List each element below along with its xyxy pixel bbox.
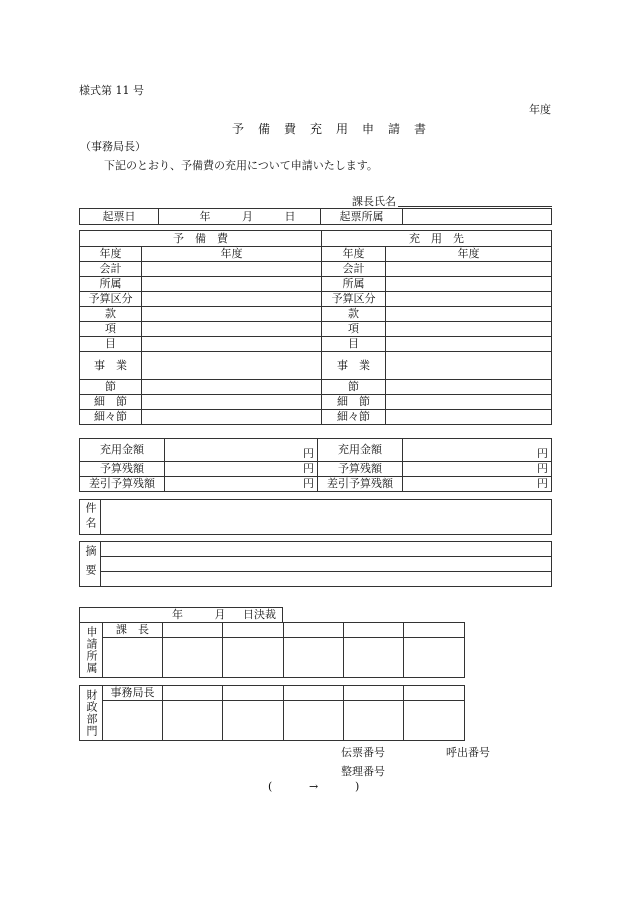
- draft-date-field[interactable]: [159, 209, 321, 225]
- stamp-box[interactable]: [103, 701, 163, 741]
- cell[interactable]: [142, 380, 322, 395]
- cell[interactable]: [386, 410, 552, 425]
- amount-field[interactable]: 円: [403, 477, 552, 492]
- stamp-header: [284, 686, 344, 701]
- intro-text: 下記のとおり、予備費の充用について申請いたします。: [104, 159, 378, 172]
- row-label: 款: [322, 307, 386, 322]
- cell[interactable]: [142, 277, 322, 292]
- row-label: 所属: [322, 277, 386, 292]
- reserve-fund-header: 予 備 費: [80, 231, 322, 247]
- stamp-box[interactable]: [284, 638, 344, 678]
- cell[interactable]: [142, 352, 322, 380]
- cell[interactable]: [386, 262, 552, 277]
- row-label: 細 節: [322, 395, 386, 410]
- stamp-header: [344, 686, 404, 701]
- cell[interactable]: [142, 262, 322, 277]
- finance-stamp-table: [79, 685, 465, 741]
- stamp-box[interactable]: [223, 701, 284, 741]
- stamp-box[interactable]: [163, 701, 223, 741]
- row-label: 細 節: [80, 395, 142, 410]
- draft-dept-field[interactable]: [403, 209, 552, 225]
- amount-field[interactable]: 円: [165, 439, 318, 462]
- draft-dept-label: 起票所属: [321, 209, 403, 225]
- amount-field[interactable]: 円: [403, 439, 552, 462]
- stamp-header: [344, 623, 404, 638]
- stamp-header: [163, 623, 223, 638]
- voucher-number-label: 伝票番号: [341, 746, 385, 759]
- form-number: 様式第 11 号: [79, 84, 144, 97]
- cell[interactable]: [386, 277, 552, 292]
- row-label: 目: [80, 337, 142, 352]
- row-label: 事 業: [80, 352, 142, 380]
- finance-label: 財政部門: [80, 686, 103, 741]
- row-label: 目: [322, 337, 386, 352]
- year-col-header: 年度: [386, 247, 552, 262]
- stamp-header: [223, 686, 284, 701]
- row-label: 会計: [322, 262, 386, 277]
- cell[interactable]: [386, 322, 552, 337]
- decision-suffix: 日決裁: [243, 608, 276, 621]
- amount-field[interactable]: 円: [403, 462, 552, 477]
- row-label: 予算区分: [322, 292, 386, 307]
- drafting-table: [79, 208, 552, 225]
- call-number-label: 呼出番号: [446, 746, 490, 759]
- stamp-header: [404, 686, 465, 701]
- row-label: 所属: [80, 277, 142, 292]
- row-label: 項: [80, 322, 142, 337]
- stamp-box[interactable]: [404, 638, 465, 678]
- stamp-header: [284, 623, 344, 638]
- cell[interactable]: [386, 307, 552, 322]
- fiscal-year-label: 年度: [529, 103, 551, 116]
- stamp-box[interactable]: [103, 638, 163, 678]
- decision-date-field[interactable]: [80, 608, 283, 623]
- subject-table: [79, 499, 552, 535]
- summary-line[interactable]: [101, 572, 552, 587]
- section-chief-name-field[interactable]: [398, 206, 552, 207]
- cell[interactable]: [386, 380, 552, 395]
- summary-line[interactable]: [101, 557, 552, 572]
- cell[interactable]: [386, 395, 552, 410]
- amount-field[interactable]: 円: [165, 462, 318, 477]
- row-label: 項: [322, 322, 386, 337]
- cell[interactable]: [142, 322, 322, 337]
- subject-label: 件名: [80, 500, 101, 535]
- row-label: 年度: [80, 247, 142, 262]
- cell[interactable]: [386, 292, 552, 307]
- amounts-table: [79, 438, 552, 492]
- draft-day: 日: [284, 209, 296, 223]
- page-title: 予 備 費 充 用 申 請 書: [232, 122, 428, 136]
- cell[interactable]: [386, 352, 552, 380]
- section-chief-name-label: 課長氏名: [352, 195, 396, 208]
- cell[interactable]: [142, 307, 322, 322]
- amount-label: 差引予算残額: [318, 477, 403, 492]
- allocation-header: 充 用 先: [322, 231, 552, 247]
- row-label: 会計: [80, 262, 142, 277]
- row-label: 細々節: [322, 410, 386, 425]
- stamp-box[interactable]: [404, 701, 465, 741]
- applicant-label: 申請所属: [80, 623, 103, 678]
- decision-date-table: [79, 607, 283, 623]
- stamp-box[interactable]: [163, 638, 223, 678]
- paren-open: (: [268, 780, 273, 793]
- stamp-header: [404, 623, 465, 638]
- stamp-header: [223, 623, 284, 638]
- row-label: 節: [80, 380, 142, 395]
- row-label: 事 業: [322, 352, 386, 380]
- amount-label: 予算残額: [80, 462, 165, 477]
- reference-number-label: 整理番号: [341, 765, 385, 778]
- stamp-box[interactable]: [344, 701, 404, 741]
- applicant-stamp-table: [79, 622, 465, 678]
- summary-label: 摘要: [80, 542, 101, 587]
- stamp-box[interactable]: [284, 701, 344, 741]
- stamp-box[interactable]: [344, 638, 404, 678]
- amount-label: 予算残額: [318, 462, 403, 477]
- arrow-right-icon: →: [309, 780, 319, 793]
- row-label: 款: [80, 307, 142, 322]
- amount-label: 差引予算残額: [80, 477, 165, 492]
- draft-year: 年: [199, 209, 211, 223]
- row-label: 節: [322, 380, 386, 395]
- cell[interactable]: [142, 337, 322, 352]
- stamp-header: [163, 686, 223, 701]
- chief-label: 課 長: [103, 623, 163, 638]
- summary-table: [79, 541, 552, 587]
- cell[interactable]: [142, 410, 322, 425]
- draft-date-label: 起票日: [80, 209, 159, 225]
- amount-label: 充用金額: [318, 439, 403, 462]
- stamp-box[interactable]: [223, 638, 284, 678]
- cell[interactable]: [386, 337, 552, 352]
- director-label: 事務局長: [103, 686, 163, 701]
- row-label: 予算区分: [80, 292, 142, 307]
- addressee: （事務局長）: [80, 140, 146, 153]
- amount-field[interactable]: 円: [165, 477, 318, 492]
- decision-year: 年: [172, 608, 183, 621]
- summary-line[interactable]: [101, 542, 552, 557]
- paren-close: ): [355, 780, 360, 793]
- row-label: 細々節: [80, 410, 142, 425]
- subject-field[interactable]: [101, 500, 552, 535]
- cell[interactable]: [142, 395, 322, 410]
- decision-month: 月: [214, 608, 226, 621]
- draft-month: 月: [242, 209, 253, 223]
- row-label: 年度: [322, 247, 386, 262]
- year-col-header: 年度: [142, 247, 322, 262]
- amount-label: 充用金額: [80, 439, 165, 462]
- cell[interactable]: [142, 292, 322, 307]
- budget-table: [79, 230, 552, 425]
